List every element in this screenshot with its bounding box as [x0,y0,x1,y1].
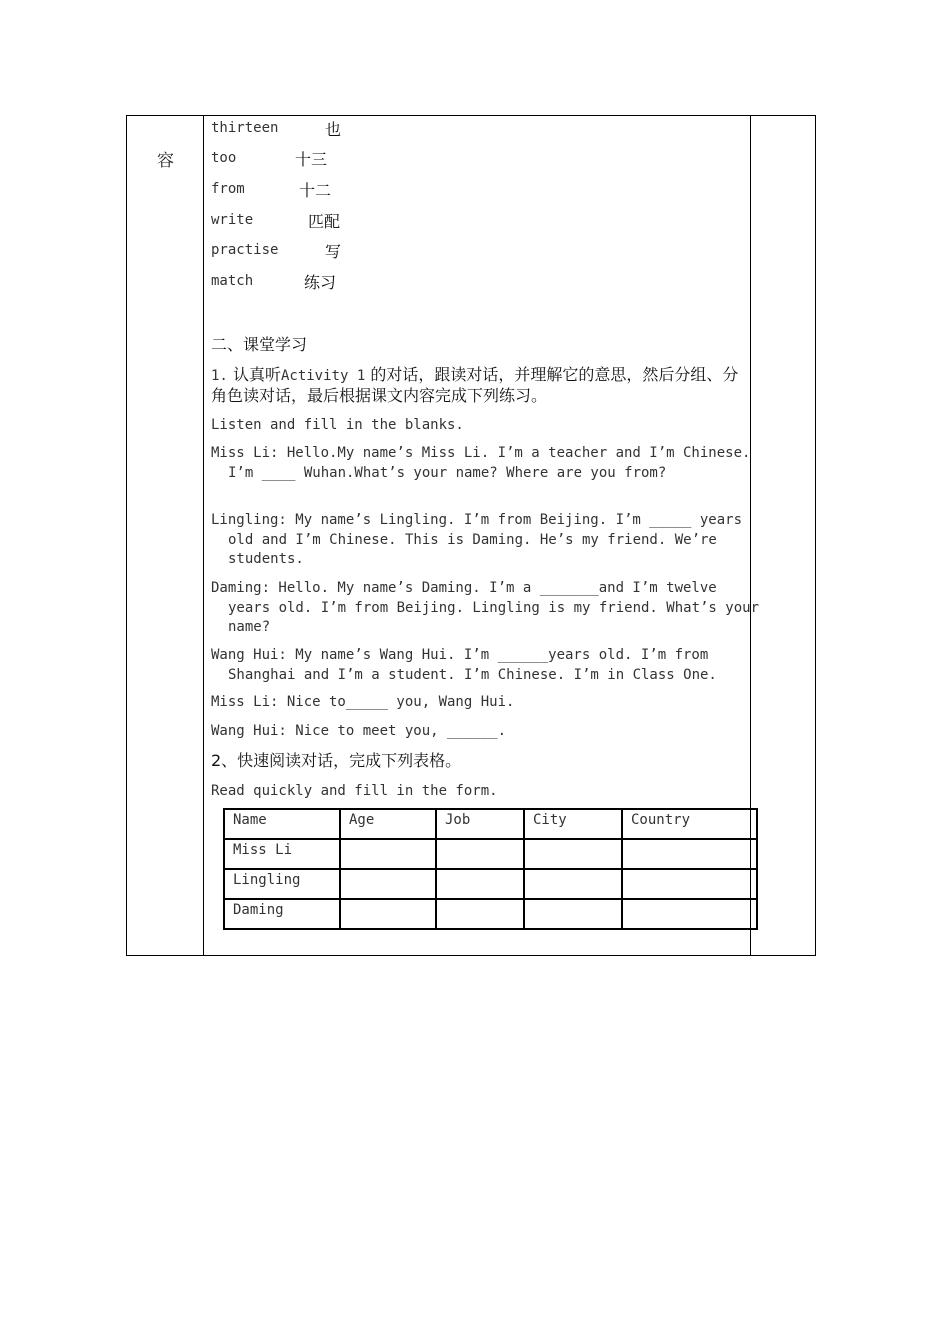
dialogue-line: Wang Hui: Nice to meet you, ______. [211,723,507,739]
task-1-number: 1. [211,368,228,384]
form-cell[interactable] [436,839,524,869]
form-cell[interactable] [622,839,757,869]
instruction-read: Read quickly and fill in the form. [211,783,498,799]
form-header-name: Name [224,809,340,839]
lesson-table [126,115,816,956]
form-row [224,839,757,869]
vocab-chinese: 练习 [304,273,337,292]
vocab-english: write [211,212,254,228]
vocab-english: thirteen [211,120,279,136]
dialogue-line: Miss Li: Hello.My name’s Miss Li. I’m a teacher and I’m Chinese. I’m ____ Wuhan.What’s your name? Where are you from? [211,445,751,481]
form-cell[interactable] [622,869,757,899]
vocab-chinese: 十三 [295,150,328,169]
vocab-english: too [211,150,237,166]
form-header-row [224,809,757,839]
dialogue-line: Wang Hui: My name’s Wang Hui. I’m ______years old. I’m from Shanghai and I’m a student. I’m Chinese. I’m in Class One. [211,647,717,683]
form-row [224,869,757,899]
form-cell[interactable] [340,839,436,869]
form-header-age: Age [340,809,436,839]
vocab-english: from [211,181,245,197]
column-divider-left [203,116,204,955]
form-header-job: Job [436,809,524,839]
dialogue-line: Miss Li: Nice to_____ you, Wang Hui. [211,694,515,710]
form-row [224,899,757,929]
task-2-heading: 2、快速阅读对话，完成下列表格。 [211,751,462,770]
left-column-label: 容 [157,151,174,171]
dialogue-line: Daming: Hello. My name’s Daming. I’m a _______and I’m twelve years old. I’m from Beijing. Lingling is my friend. What’s your name? [211,580,760,635]
vocab-chinese: 十二 [299,181,332,200]
form-cell[interactable] [524,899,622,929]
form-header-country: Country [622,809,757,839]
form-cell-name: Lingling [224,869,340,899]
task-1-heading [211,365,746,406]
vocab-chinese: 也 [325,120,342,139]
task-1-pre: 认真听 [232,365,281,384]
form-cell[interactable] [340,899,436,929]
fill-in-form [223,808,758,930]
form-cell-name: Miss Li [224,839,340,869]
form-cell[interactable] [622,899,757,929]
task-1-post: 的对话，跟读对话，并理解它的意思，然后分组、分角色读对话，最后根据课文内容完成下列练习。 [211,365,739,405]
vocab-chinese: 匹配 [308,212,341,231]
instruction-listen: Listen and fill in the blanks. [211,417,464,433]
form-header-city: City [524,809,622,839]
form-cell[interactable] [524,839,622,869]
vocab-english: match [211,273,254,289]
form-cell[interactable] [436,869,524,899]
form-cell[interactable] [436,899,524,929]
section-title: 二、课堂学习 [211,335,308,354]
vocab-english: practise [211,242,279,258]
dialogue-line: Lingling: My name’s Lingling. I’m from Beijing. I’m _____ years old and I’m Chinese. This is Daming. He’s my friend. We’re students. [211,512,743,567]
vocab-chinese: 写 [325,242,342,261]
form-cell-name: Daming [224,899,340,929]
form-cell[interactable] [340,869,436,899]
task-1-activity: Activity 1 [280,368,366,384]
form-cell[interactable] [524,869,622,899]
